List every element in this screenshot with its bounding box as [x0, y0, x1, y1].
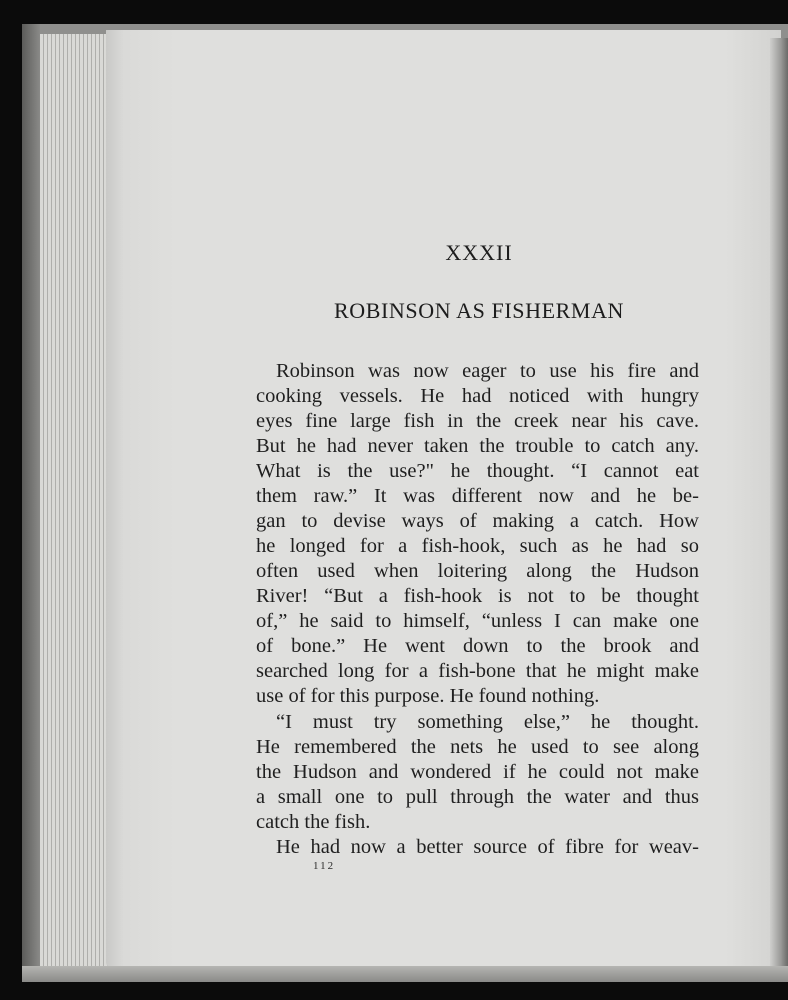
text-line: “I must try something else,” he thought. [276, 711, 699, 733]
text-line: often used when loitering along the Hudson [256, 560, 699, 582]
text-line: gan to devise ways of making a catch. How [256, 510, 699, 532]
book-bottom-edge [22, 966, 788, 982]
text-line: catch the fish. [256, 811, 371, 833]
text-line: What is the use?" he thought. “I cannot eat [256, 460, 699, 482]
text-line: River! “But a fish-hook is not to be thought [256, 585, 699, 607]
chapter-number: XXXII [445, 240, 513, 265]
text-line: a small one to pull through the water and thus [256, 786, 699, 808]
text-line: eyes fine large fish in the creek near his cave. [256, 410, 699, 432]
text-line: Robinson was now eager to use his fire and [276, 360, 699, 382]
text-line: use of for this purpose. He found nothing. [256, 685, 600, 707]
text-line: of bone.” He went down to the brook and [256, 635, 699, 657]
text-line: them raw.” It was different now and he be- [256, 485, 699, 507]
page-number: 112 [313, 860, 336, 872]
text-line: But he had never taken the trouble to catch any. [256, 435, 699, 457]
book-spine-shadow [22, 24, 40, 982]
text-line: searched long for a fish-bone that he might make [256, 660, 699, 682]
page-edges [40, 34, 114, 966]
text-line: the Hudson and wondered if he could not make [256, 761, 699, 783]
text-line: cooking vessels. He had noticed with hungry [256, 385, 699, 407]
text-line: He had now a better source of fibre for weav- [276, 836, 699, 858]
text-line: of,” he said to himself, “unless I can make one [256, 610, 699, 632]
text-line: he longed for a fish-hook, such as he had so [256, 535, 699, 557]
page-gutter [770, 38, 788, 968]
text-line: He remembered the nets he used to see along [256, 736, 699, 758]
chapter-title: ROBINSON AS FISHERMAN [333, 298, 625, 323]
